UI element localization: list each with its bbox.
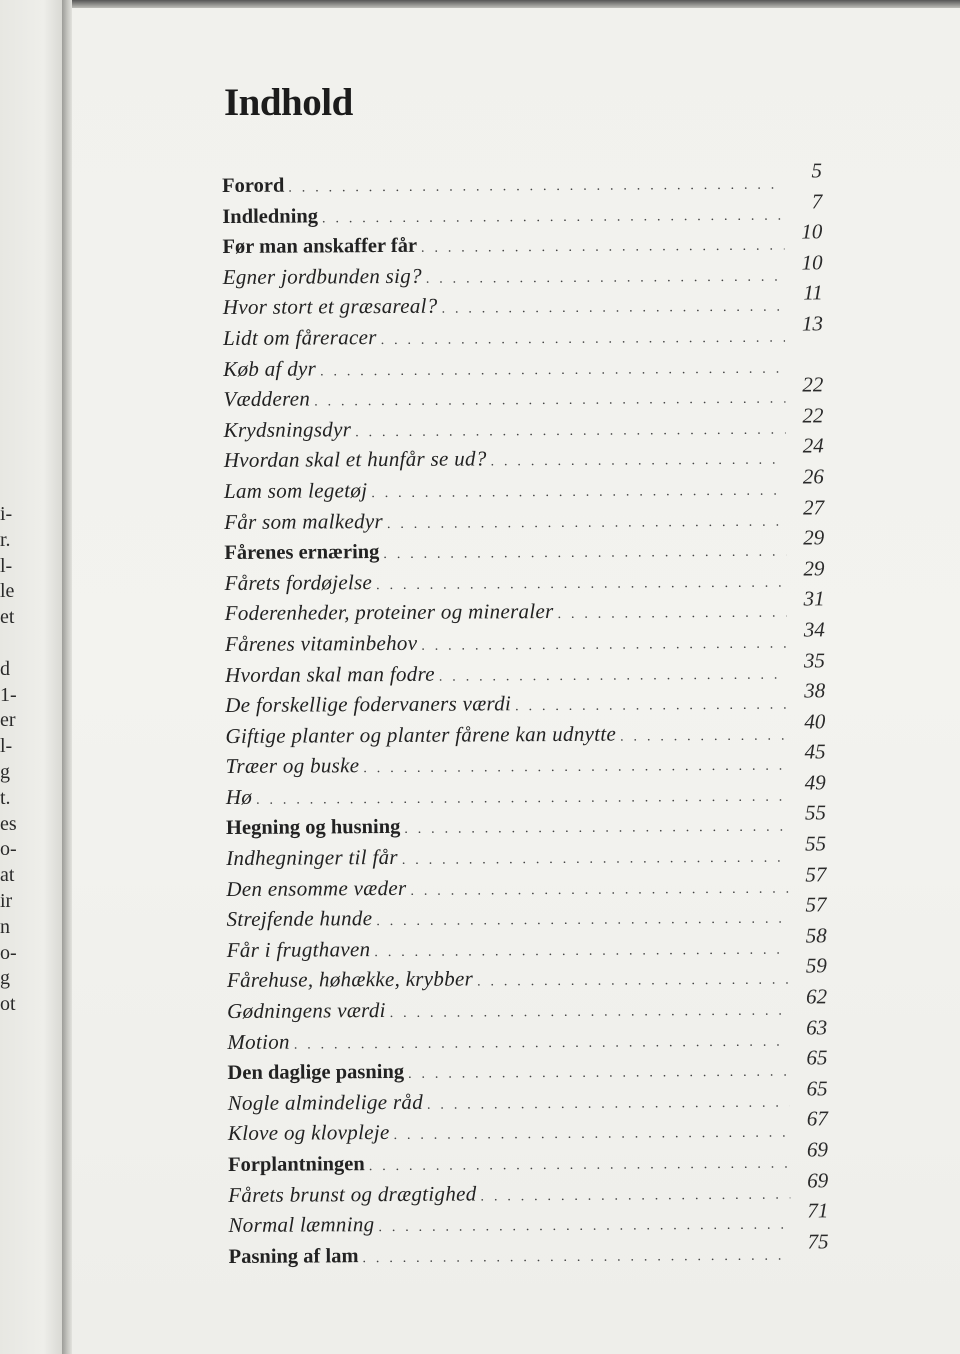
toc-page-number: 29: [803, 556, 825, 581]
toc-entry-title: Giftige planter og planter fårene kan udnytte: [225, 721, 617, 748]
toc-chapter-entry: [224, 525, 825, 567]
toc-section-entry: [225, 647, 826, 690]
toc-page-number: 59: [805, 953, 827, 978]
toc-page-number: 57: [805, 861, 827, 887]
toc-page-number: 75: [807, 1229, 829, 1254]
toc-entry-title: Træer og buske: [225, 753, 360, 779]
toc-section-entry: [225, 770, 826, 812]
toc-section-entry: [222, 280, 823, 323]
toc-section-entry: [228, 1167, 829, 1210]
toc-page-number: 69: [807, 1167, 829, 1193]
toc-section-entry: [228, 1198, 829, 1241]
toc-chapter-entry: [227, 1045, 828, 1088]
toc-page-number: 5: [811, 158, 823, 183]
toc-page-number: 58: [805, 923, 827, 948]
toc-page-number: 40: [804, 709, 826, 734]
toc-page-number: 45: [804, 739, 826, 764]
toc-section-entry: [225, 739, 826, 782]
toc-entry-title: Foderenheder, proteiner og mineraler: [224, 599, 554, 626]
toc-section-entry: [226, 923, 827, 965]
facing-page-fragment: ir: [0, 889, 13, 912]
table-of-contents: [222, 158, 829, 1271]
toc-entry-title: Fårenes ernæring: [224, 541, 380, 565]
toc-entry-title: Hegning og husning: [225, 816, 401, 840]
page-title: Indhold: [224, 81, 353, 124]
toc-section-entry: [225, 678, 826, 720]
toc-section-entry: [223, 372, 824, 414]
facing-page: [0, 0, 62, 1354]
toc-page-number: 10: [801, 250, 823, 275]
toc-entry-title: Klove og klovpleje: [227, 1120, 390, 1146]
toc-entry-title: Fårehuse, høhække, krybber: [226, 966, 474, 993]
facing-page-fragment: o-: [0, 838, 17, 861]
toc-entry-title: Køb af dyr: [223, 355, 317, 381]
facing-page-fragment: o-: [0, 941, 17, 964]
toc-entry-title: Nogle almindelige råd: [227, 1089, 424, 1115]
toc-page-number: 10: [801, 219, 823, 244]
toc-entry-title: Indhegninger til får: [226, 845, 398, 871]
toc-entry-title: Motion: [227, 1029, 290, 1054]
toc-entry-title: Hvordan skal et hunfår se ud?: [223, 446, 487, 473]
toc-page-number: 55: [804, 800, 827, 825]
toc-entry-title: Hø: [225, 784, 253, 809]
toc-section-entry: [222, 250, 823, 292]
toc-entry-title: Fårenes vitaminbehov: [224, 630, 418, 656]
toc-page-number: 34: [803, 617, 825, 642]
facing-page-fragment: l-: [0, 735, 13, 758]
toc-entry-title: Fårets brunst og drægtighed: [228, 1181, 477, 1207]
toc-entry-title: Lidt om fåreracer: [222, 325, 377, 350]
facing-page-fragment: le: [0, 580, 15, 603]
toc-page-number: 7: [811, 188, 823, 213]
toc-entry-title: Lam som legetøj: [223, 478, 368, 503]
toc-entry-title: Pasning af lam: [228, 1244, 359, 1268]
toc-section-entry: [227, 1014, 828, 1057]
facing-page-fragment: i-: [0, 503, 13, 525]
toc-chapter-entry: [228, 1229, 829, 1271]
toc-page-number: 65: [806, 1045, 828, 1070]
toc-entry-title: Hvor stort et græsareal?: [222, 294, 438, 320]
facing-page-fragment: l-: [0, 554, 13, 577]
toc-page-number: 35: [803, 647, 826, 672]
toc-entry-title: Normal læmning: [228, 1212, 375, 1238]
toc-page-number: 27: [802, 494, 825, 519]
toc-entry-title: Den daglige pasning: [227, 1061, 405, 1085]
toc-entry-title: Forplantningen: [228, 1153, 365, 1176]
toc-section-entry: [227, 984, 828, 1026]
toc-entry-title: Gødningens værdi: [227, 998, 386, 1024]
toc-chapter-entry: [222, 158, 823, 200]
toc-page-number: 22: [802, 403, 824, 428]
toc-entry-title: Den ensomme væder: [226, 875, 407, 901]
toc-section-entry: [224, 494, 825, 537]
toc-section-entry: [226, 953, 827, 996]
toc-entry-title: Indledning: [222, 205, 319, 228]
toc-page-number: 29: [803, 525, 825, 550]
toc-chapter-entry: [222, 219, 823, 262]
toc-chapter-entry: [225, 800, 827, 843]
facing-page-fragment: at: [0, 864, 15, 887]
toc-page-number: 62: [805, 984, 828, 1009]
toc-entry-title: Får som malkedyr: [224, 508, 383, 534]
toc-section-entry: [223, 433, 824, 476]
toc-page-number: 11: [803, 280, 823, 305]
facing-page-fragment: et: [0, 606, 15, 629]
toc-page-number: 22: [802, 372, 824, 397]
toc-section-entry: [222, 311, 824, 353]
facing-page-fragment: [0, 631, 17, 657]
toc-section-entry: [225, 709, 826, 751]
toc-page-number: 57: [805, 892, 827, 917]
toc-entry-title: Fårets fordøjelse: [224, 569, 373, 595]
toc-section-entry: [227, 1106, 828, 1149]
toc-section-entry: [226, 892, 827, 935]
toc-entry-title: De forskellige fodervaners værdi: [225, 691, 512, 718]
toc-entry-title: Vædderen: [223, 386, 311, 412]
facing-page-fragment: er: [0, 709, 16, 732]
contents-page: [72, 8, 960, 1354]
facing-page-fragment: g: [0, 760, 10, 783]
facing-page-fragment: n: [0, 915, 10, 938]
facing-page-fragment: es: [0, 812, 17, 835]
toc-section-entry: [226, 861, 827, 904]
toc-section-entry: [224, 586, 825, 629]
toc-page-number: 71: [807, 1198, 829, 1223]
toc-page-number: 31: [803, 586, 825, 611]
facing-page-fragment: 1-: [0, 683, 17, 706]
toc-page-number: 26: [802, 464, 824, 489]
toc-entry-title: Krydsningsdyr: [223, 416, 352, 442]
toc-section-entry: [224, 617, 825, 659]
toc-entry-title: Hvordan skal man fodre: [225, 661, 435, 687]
facing-page-text: [0, 502, 17, 1018]
toc-entry-title: Før man anskaffer får: [222, 234, 418, 259]
facing-page-fragment: t.: [0, 786, 11, 809]
toc-chapter-entry: [222, 188, 823, 231]
toc-page-number: 24: [802, 433, 824, 458]
toc-section-entry: [226, 831, 827, 873]
facing-page-fragment: d: [0, 657, 10, 680]
page-top-edge: [72, 0, 960, 8]
facing-page-fragment: g: [0, 967, 10, 990]
toc-entry-title: Egner jordbunden sig?: [222, 263, 422, 289]
toc-entry-title: Får i frugthaven: [226, 936, 371, 962]
toc-page-number: 13: [801, 311, 824, 336]
book-gutter: [62, 0, 72, 1354]
toc-section-entry: [227, 1076, 828, 1118]
toc-dot-leader: [362, 1241, 790, 1274]
facing-page-fragment: ot: [0, 993, 16, 1016]
toc-chapter-entry: [228, 1137, 829, 1179]
toc-section-entry: [224, 556, 825, 598]
toc-section-entry: [223, 464, 824, 506]
toc-page-number: 67: [806, 1106, 828, 1131]
toc-page-number: 63: [806, 1014, 828, 1040]
toc-section-entry: [223, 403, 824, 445]
toc-page-number: 49: [804, 770, 826, 795]
toc-page-number: 65: [806, 1076, 828, 1101]
facing-page-fragment: r.: [0, 528, 11, 551]
toc-page-number: 38: [804, 678, 826, 703]
toc-section-entry: [223, 350, 823, 384]
toc-entry-title: Forord: [222, 174, 285, 197]
toc-page-number: 55: [805, 831, 827, 856]
toc-page-number: 69: [806, 1137, 829, 1162]
toc-entry-title: Strejfende hunde: [226, 906, 373, 932]
